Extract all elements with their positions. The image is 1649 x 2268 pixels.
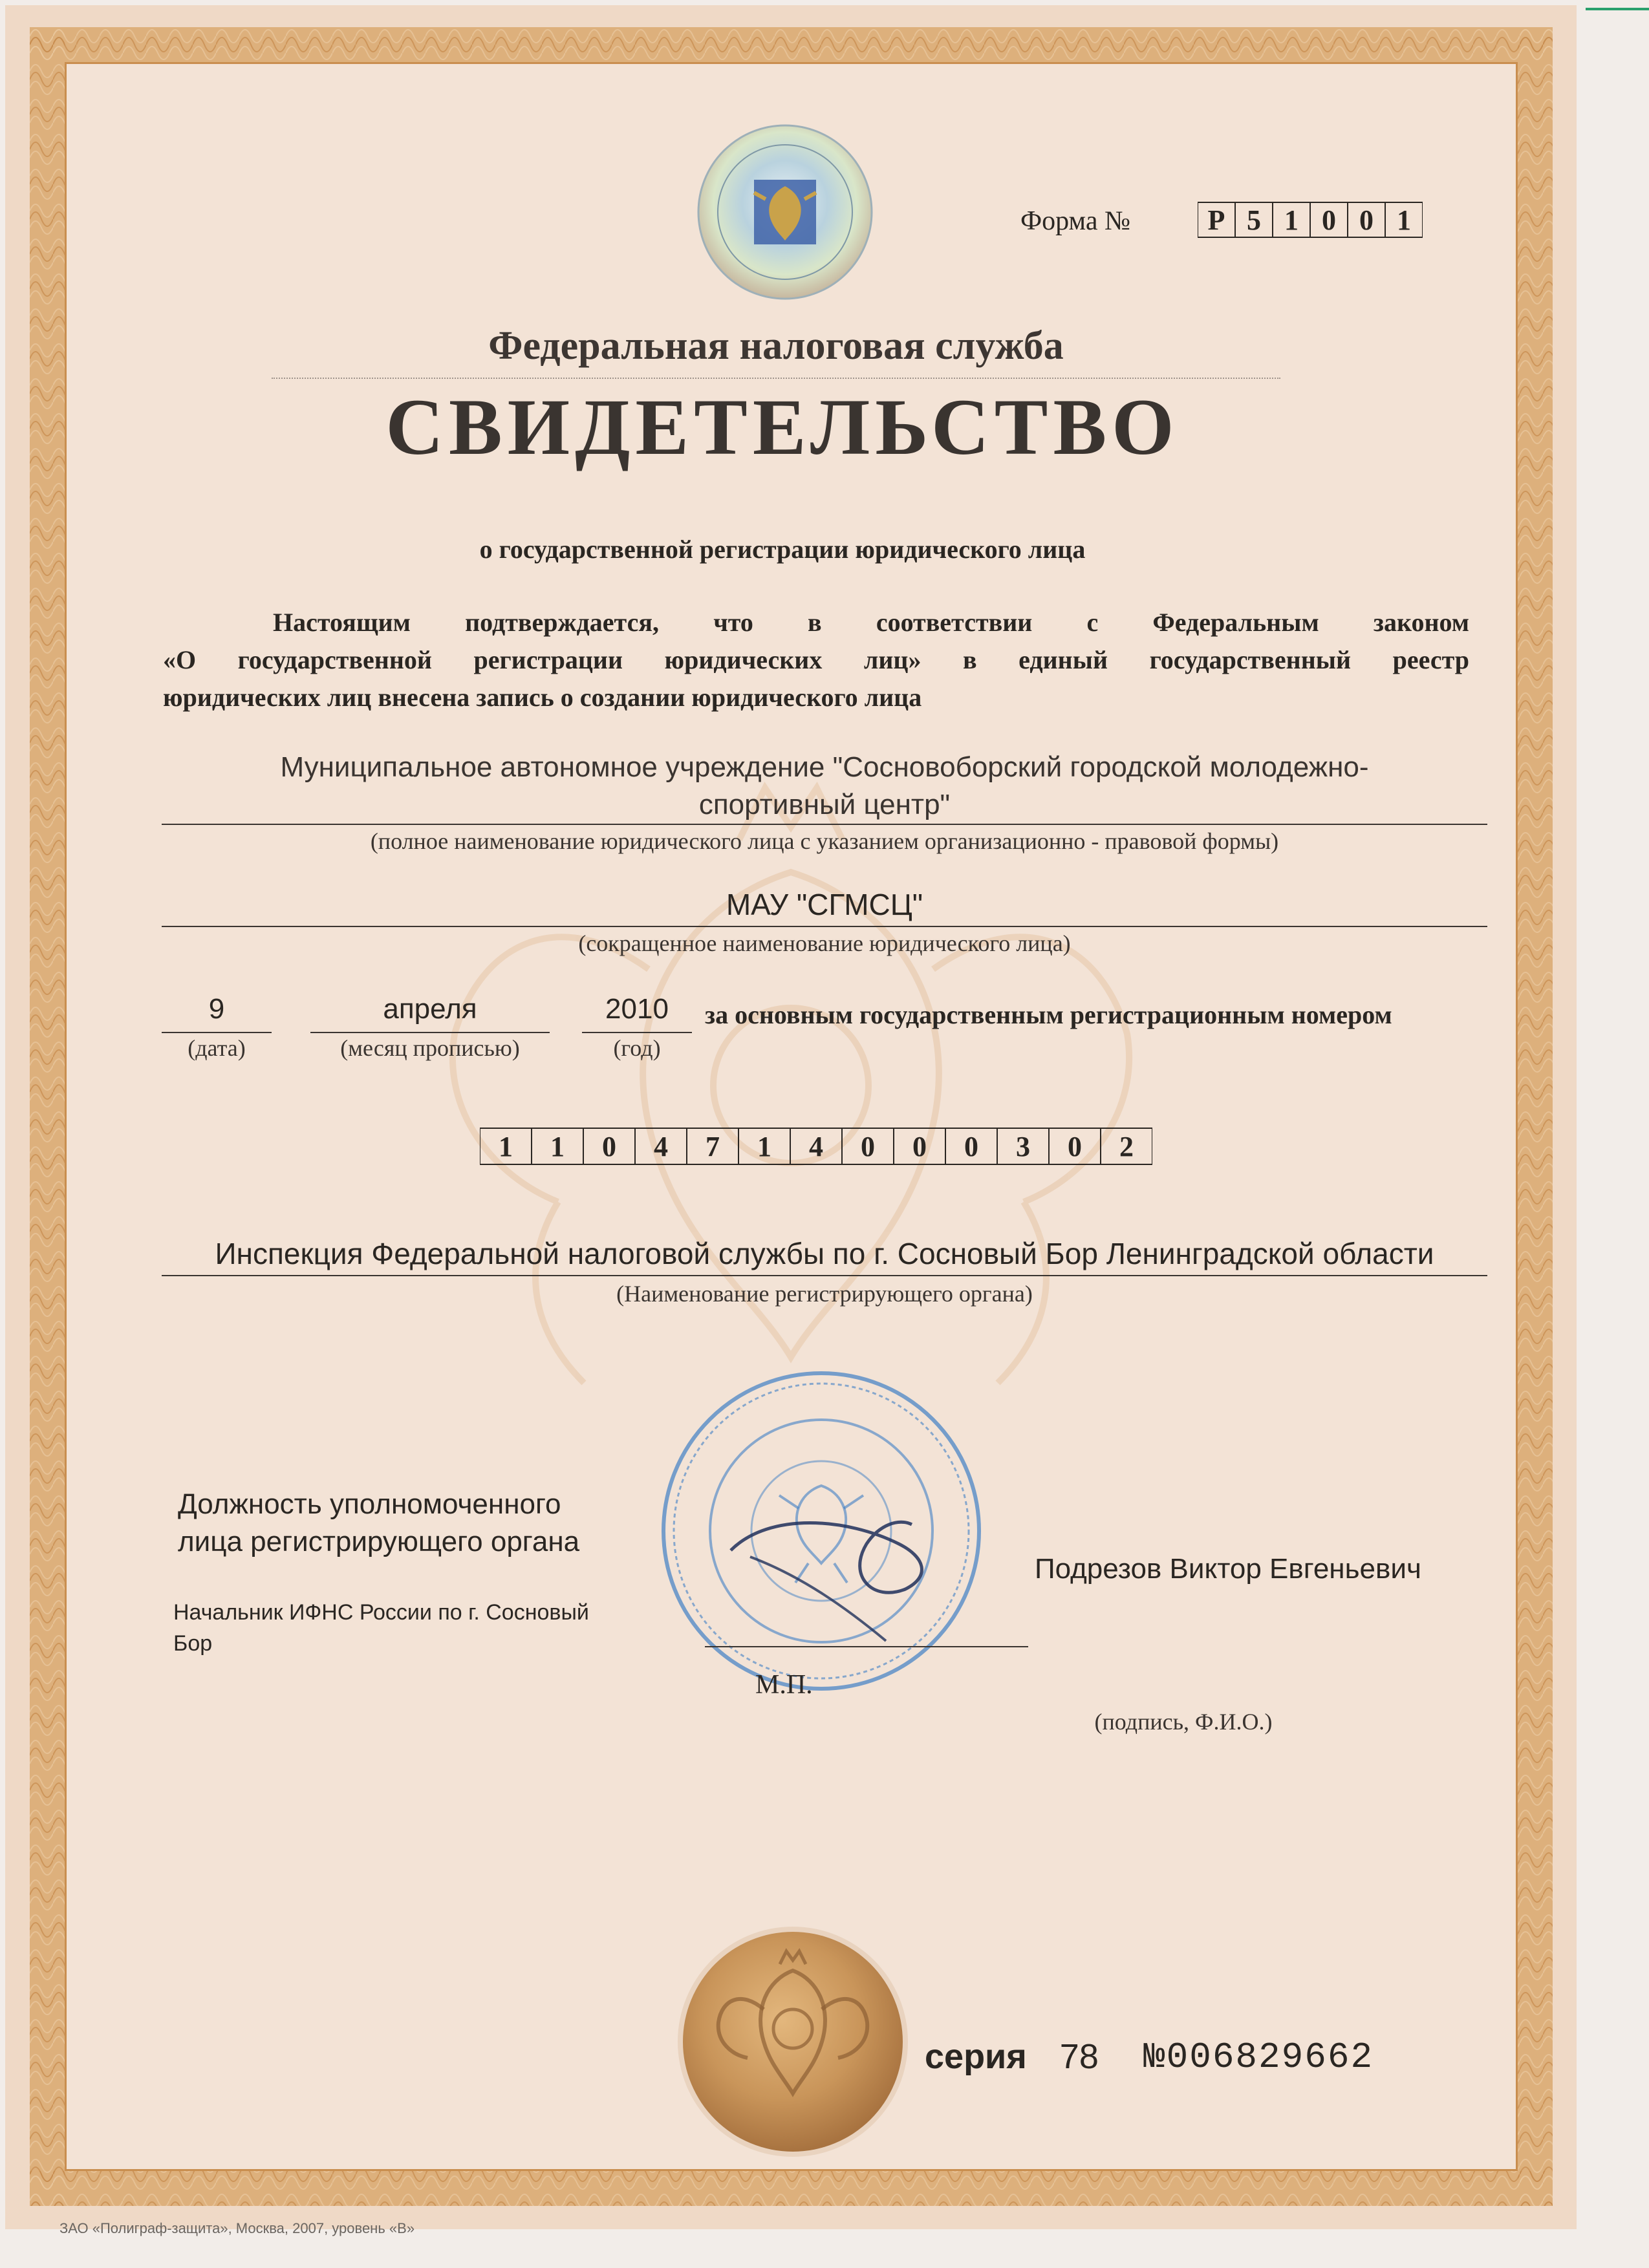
agency-divider bbox=[272, 378, 1280, 379]
month-rule bbox=[310, 1032, 550, 1033]
agency-name: Федеральная налоговая служба bbox=[488, 324, 1064, 368]
document-subtitle: о государственной регистрации юридического лица bbox=[479, 535, 1086, 564]
form-code-char: Р bbox=[1198, 202, 1235, 238]
document-title: СВИДЕТЕЛЬСТВО bbox=[385, 383, 1180, 471]
day-caption: (дата) bbox=[188, 1035, 246, 1061]
ogrn-digit: 4 bbox=[635, 1128, 687, 1165]
position-label-line: Должность уполномоченного bbox=[178, 1488, 561, 1520]
signature-caption: (подпись, Ф.И.О.) bbox=[1094, 1709, 1273, 1735]
scan-edge-mark bbox=[1586, 8, 1649, 10]
form-code-char: 0 bbox=[1348, 202, 1385, 238]
ogrn-label: за основным государственным регистрационным номером bbox=[705, 1000, 1392, 1029]
serial-number: №006829662 bbox=[1143, 2037, 1374, 2078]
day-rule bbox=[162, 1032, 272, 1033]
full-name-caption: (полное наименование юридического лица с указанием организационно - правовой формы) bbox=[370, 828, 1279, 854]
form-code-char: 1 bbox=[1385, 202, 1423, 238]
signatory-name: Подрезов Виктор Евгеньевич bbox=[1035, 1553, 1421, 1585]
ogrn-digit: 3 bbox=[997, 1128, 1049, 1165]
form-code-char: 5 bbox=[1235, 202, 1273, 238]
gold-seal-emblem-icon bbox=[670, 1919, 916, 2165]
ogrn-digit: 0 bbox=[894, 1128, 945, 1165]
hologram-emblem-icon bbox=[695, 122, 876, 303]
position-value bbox=[173, 1597, 678, 1659]
registering-authority: Инспекция Федеральной налоговой службы по г. Сосновый Бор Ленинградской области bbox=[215, 1237, 1434, 1270]
registration-year: 2010 bbox=[605, 993, 669, 1025]
ogrn-digit: 1 bbox=[480, 1128, 532, 1165]
ogrn-number-boxes bbox=[480, 1128, 1152, 1165]
series-word: серия bbox=[925, 2037, 1027, 2076]
form-code-char: 1 bbox=[1273, 202, 1310, 238]
seal-place-label: М.П. bbox=[755, 1670, 813, 1700]
year-caption: (год) bbox=[613, 1035, 661, 1061]
authority-rule bbox=[162, 1275, 1487, 1276]
official-stamp-icon bbox=[653, 1363, 989, 1699]
position-value-line: Начальник ИФНС России по г. Сосновый bbox=[173, 1600, 589, 1625]
position-label-line: лица регистрирующего органа bbox=[178, 1526, 580, 1557]
ogrn-digit: 4 bbox=[790, 1128, 842, 1165]
series-value: 78 bbox=[1059, 2037, 1099, 2076]
authority-caption: (Наименование регистрирующего органа) bbox=[616, 1281, 1033, 1307]
registration-day: 9 bbox=[208, 993, 225, 1025]
ogrn-digit: 0 bbox=[583, 1128, 635, 1165]
full-name-rule bbox=[162, 824, 1487, 825]
short-name-caption: (сокращенное наименование юридического лица) bbox=[578, 930, 1071, 956]
entity-short-name: МАУ "СГМСЦ" bbox=[726, 888, 923, 921]
form-number-boxes bbox=[1198, 202, 1423, 238]
full-name-line: спортивный центр" bbox=[698, 789, 951, 820]
ogrn-digit: 1 bbox=[738, 1128, 790, 1165]
ogrn-digit: 7 bbox=[687, 1128, 738, 1165]
form-code-char: 0 bbox=[1310, 202, 1348, 238]
ogrn-digit: 0 bbox=[1049, 1128, 1101, 1165]
confirmation-paragraph bbox=[163, 604, 1469, 716]
printer-imprint: ЗАО «Полиграф-защита», Москва, 2007, уровень «В» bbox=[59, 2220, 415, 2236]
full-name-line: Муниципальное автономное учреждение "Сосновоборский городской молодежно- bbox=[280, 751, 1369, 783]
year-rule bbox=[582, 1032, 692, 1033]
certificate-paper bbox=[67, 64, 1516, 2169]
paragraph-line: «О государственной регистрации юридических лиц» в единый государственный реестр bbox=[163, 645, 1469, 674]
month-caption: (месяц прописью) bbox=[340, 1035, 520, 1061]
ogrn-digit: 1 bbox=[532, 1128, 583, 1165]
series-label bbox=[925, 2037, 1099, 2077]
form-number-label: Форма № bbox=[1020, 206, 1131, 236]
position-value-line: Бор bbox=[173, 1631, 213, 1656]
short-name-rule bbox=[162, 926, 1487, 927]
entity-full-name bbox=[162, 749, 1487, 824]
signature-rule bbox=[705, 1646, 1028, 1647]
background-emblem-watermark bbox=[67, 64, 1516, 2169]
position-label bbox=[178, 1486, 669, 1561]
paragraph-line: Настоящим подтверждается, что в соответствии с Федеральным законом bbox=[273, 608, 1469, 637]
ogrn-digit: 0 bbox=[945, 1128, 997, 1165]
ogrn-digit: 2 bbox=[1101, 1128, 1152, 1165]
ogrn-digit: 0 bbox=[842, 1128, 894, 1165]
paragraph-line: юридических лиц внесена запись о создании юридического лица bbox=[163, 683, 922, 712]
registration-month: апреля bbox=[383, 993, 477, 1025]
